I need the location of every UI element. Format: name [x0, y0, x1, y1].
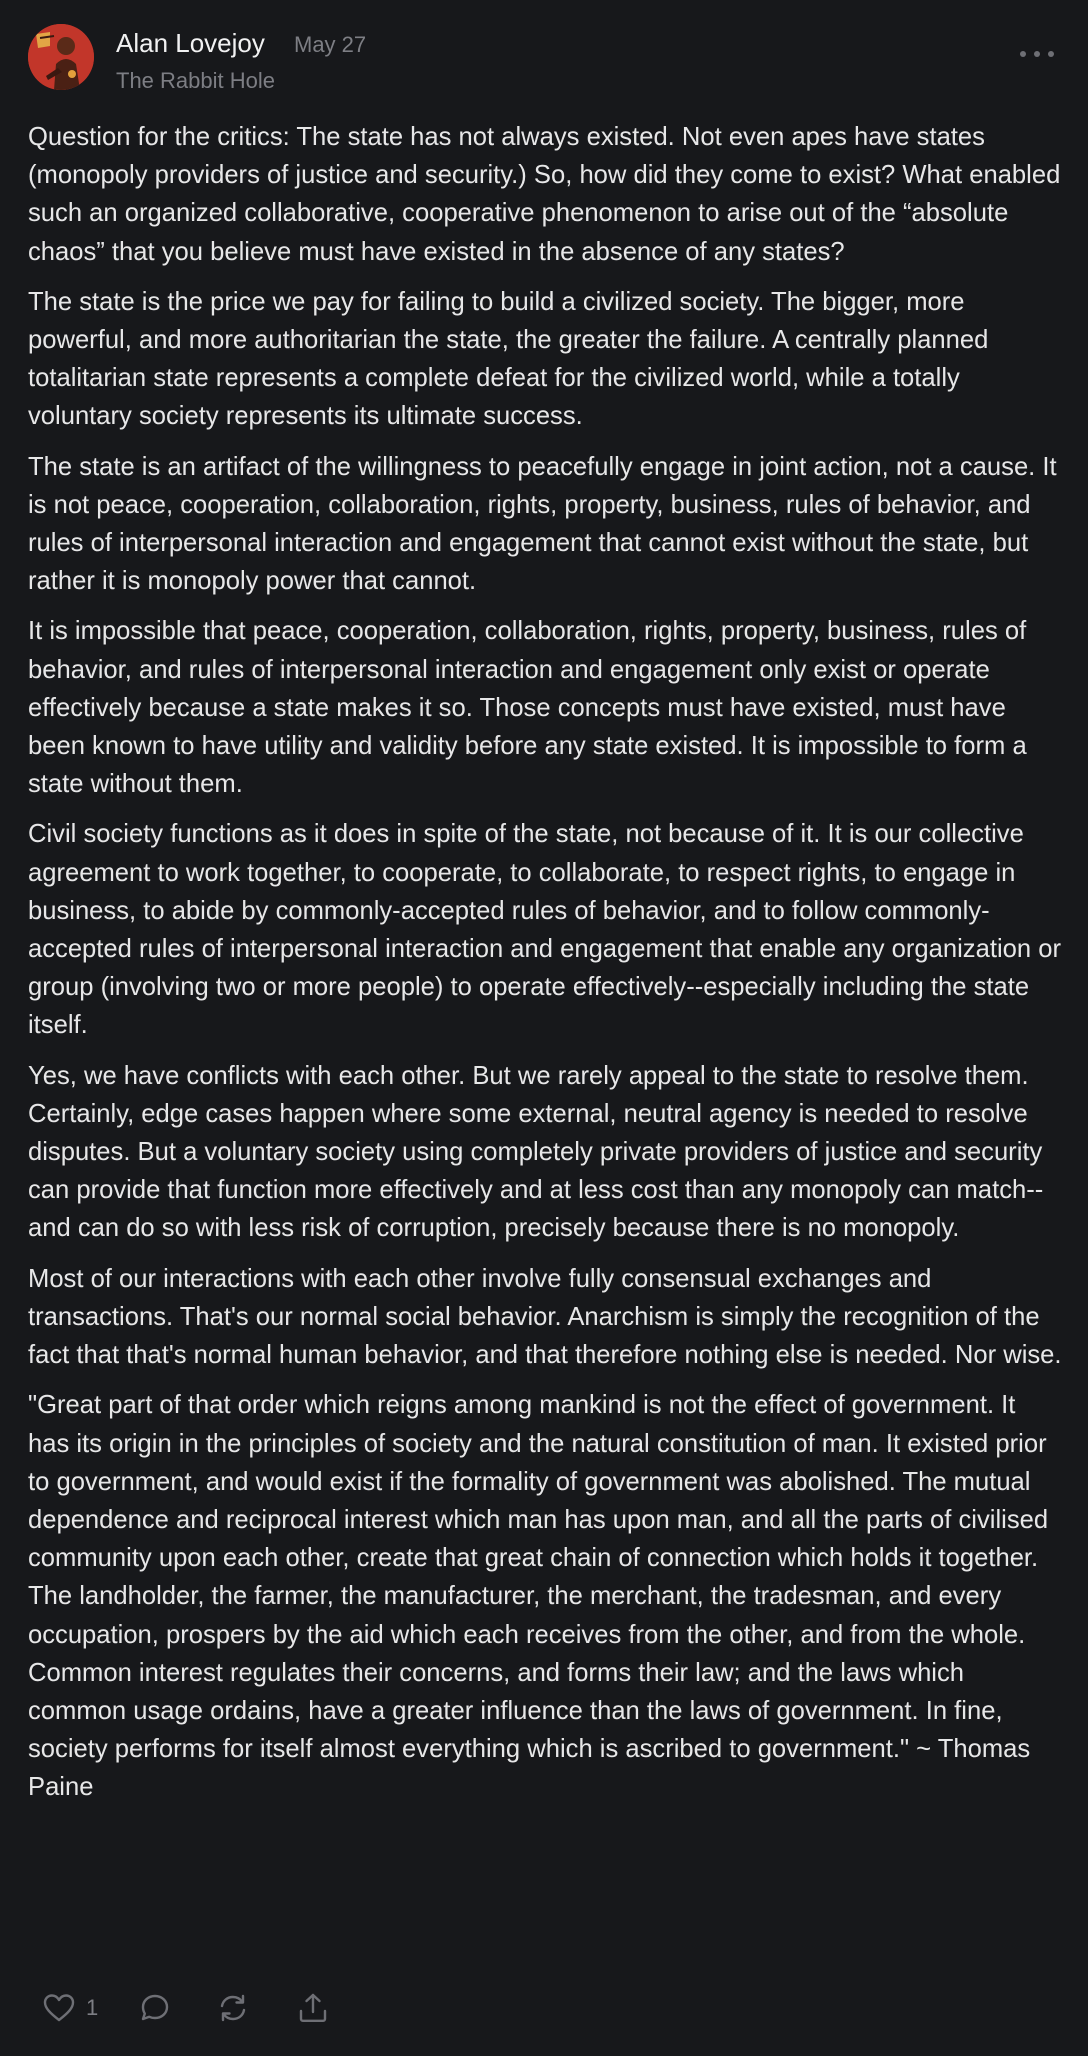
comment-button[interactable]: [138, 1988, 172, 2028]
post-paragraph: It is impossible that peace, cooperation, collaboration, rights, property, business, rules of behavior, and rules of interpersonal interaction and engagement only exist or operate effectively because a state makes it so. Those concepts must have existed, must have been known to have utility and validity before any state existed. It is impossible to form a state without them.: [28, 617, 1027, 799]
community-name[interactable]: The Rabbit Hole: [116, 68, 275, 93]
repost-icon: [216, 1991, 250, 2025]
post-paragraph: Most of our interactions with each other involve fully consensual exchanges and transactions. That's our normal social behavior. Anarchism is simply the recognition of the fact that that's normal human behavior, and that therefore nothing else is needed. Nor wise.: [28, 1264, 1062, 1370]
post-paragraph: Civil society functions as it does in spite of the state, not because of it. It is our collective agreement to work together, to cooperate, to collaborate, to respect rights, to engage in business, to abide by commonly-accepted rules of behavior, and to follow commonly-accepted rules of interpersonal interaction and engagement that enable any organization or group (involving two or more people) to operate effectively--especially including the state itself.: [28, 820, 1061, 1040]
share-button[interactable]: [296, 1988, 330, 2028]
post-paragraph: "Great part of that order which reigns among mankind is not the effect of government. It has its origin in the principles of society and the natural constitution of man. It existed prior to government, and would exist if the formality of government was abolished. The mutual dependence and reciprocal interest which man has upon man, and all the parts of civilised community upon each other, create that great chain of connection which holds it together. The landholder, the farmer, the manufacturer, the merchant, the tradesman, and every occupation, prospers by the aid which each receives from the other, and from the whole. Common interest regulates their concerns, and forms their law; and the laws which common usage ordains, have a greater influence than the laws of government. In fine, society performs for itself almost everything which is ascribed to government." ~ Thomas Paine: [28, 1391, 1049, 1802]
avatar[interactable]: [28, 24, 94, 90]
post-header: [28, 24, 1060, 96]
more-icon[interactable]: [1020, 48, 1054, 60]
author-name[interactable]: Alan Lovejoy: [116, 28, 265, 58]
repost-button[interactable]: [216, 1988, 250, 2028]
post-date: May 27: [294, 32, 367, 57]
post-body: [28, 118, 1062, 1819]
post-paragraph: Question for the critics: The state has not always existed. Not even apes have states (monopoly providers of justice and security.) So, how did they come to exist? What enabled such an organized collaborative, cooperative phenomenon to arise out of the “absolute chaos” that you believe must have existed in the absence of any states?: [28, 123, 1061, 266]
action-bar: [28, 1988, 428, 2028]
heart-icon: [42, 1991, 76, 2025]
comment-icon: [138, 1991, 172, 2025]
post-paragraph: The state is an artifact of the willingness to peacefully engage in joint action, not a cause. It is not peace, cooperation, collaboration, rights, property, business, rules of behavior, and rules of interpersonal interaction and engagement that cannot exist without the state, but rather it is monopoly power that cannot.: [28, 452, 1057, 596]
avatar-image: [28, 24, 94, 90]
post-paragraph: The state is the price we pay for failing to build a civilized society. The bigger, more powerful, and more authoritarian the state, the greater the failure. A centrally planned totalitarian state represents a complete defeat for the civilized world, while a totally voluntary society represents its ultimate success.: [28, 287, 989, 431]
like-button[interactable]: [42, 1988, 98, 2028]
like-count: 1: [86, 1995, 99, 2020]
post-paragraph: Yes, we have conflicts with each other. But we rarely appeal to the state to resolve them. Certainly, edge cases happen where some external, neutral agency is needed to resolve disputes. But a voluntary society using completely private providers of justice and security can provide that function more effectively and at less cost than any monopoly can match--and can do so with less risk of corruption, precisely because there is no monopoly.: [28, 1061, 1044, 1243]
share-icon: [296, 1991, 330, 2025]
